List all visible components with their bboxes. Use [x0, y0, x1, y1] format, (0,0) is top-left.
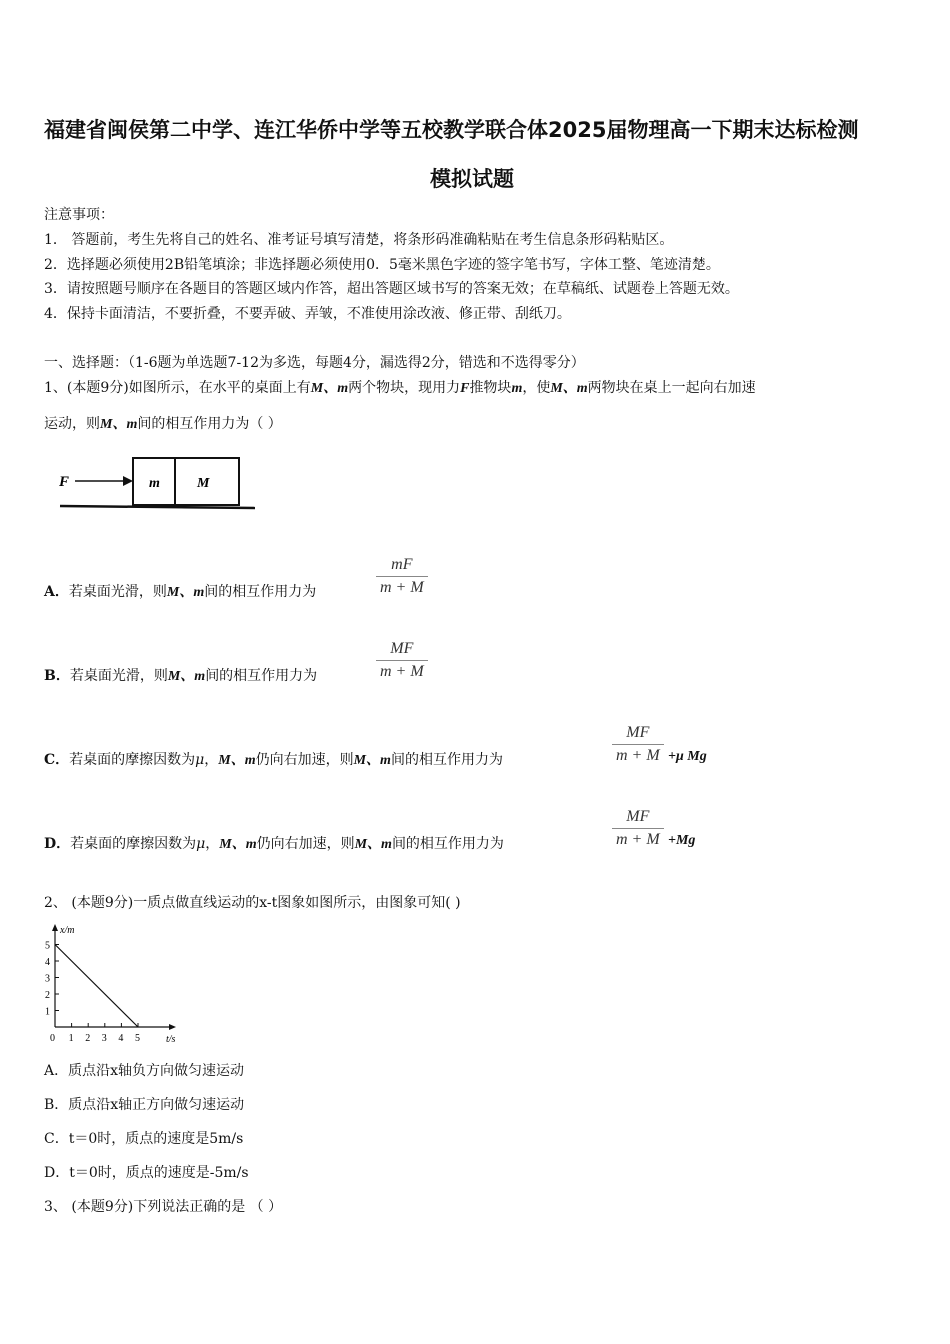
xt-line	[55, 945, 138, 1028]
q2-option-a[interactable]: A．质点沿x轴负方向做匀速运动	[44, 1063, 245, 1079]
q2-stem: 2、 (本题9分)一质点做直线运动的x-t图象如图所示，由图象可知( )	[44, 895, 461, 911]
q1-option-b-fraction: $\frac{MF}{m + M}$	[376, 640, 428, 681]
y-tick-label: 1	[45, 1006, 50, 1018]
y-tick-label: 3	[45, 973, 50, 985]
block-M-label: M	[197, 476, 210, 491]
block-m-label: m	[149, 476, 160, 491]
q1-stem-line2: 运动，则M、m间的相互作用力为（ ）	[44, 416, 282, 432]
y-tick-label: 4	[45, 957, 50, 968]
y-axis-arrow	[52, 924, 58, 931]
x-tick-label: 0	[50, 1033, 55, 1044]
force-label: F	[59, 474, 70, 490]
x-axis-arrow	[169, 1024, 176, 1030]
x-tick-label: 4	[118, 1033, 124, 1044]
force-arrow-head	[123, 476, 133, 486]
q1-option-c[interactable]: C．若桌面的摩擦因数为μ，M、m仍向右加速，则M、m间的相互作用力为	[44, 752, 503, 768]
section-heading: 一、选择题：（1-6题为单选题7-12为多选，每题4分，漏选得2分，错选和不选得零分）	[44, 355, 585, 371]
q2-option-c[interactable]: C．t＝0时，质点的速度是5m/s	[44, 1131, 244, 1147]
q1-option-c-fraction: $\frac{MF}{m + M}$	[612, 724, 664, 765]
q1-option-d-fraction: $\frac{MF}{m + M}$	[612, 808, 664, 849]
x-tick-label: 3	[101, 1033, 107, 1044]
q1-option-b[interactable]: B．若桌面光滑，则M、m间的相互作用力为	[44, 668, 318, 684]
q2-option-b[interactable]: B．质点沿x轴正方向做匀速运动	[44, 1097, 245, 1113]
q1-stem-line1: 1、(本题9分)如图所示，在水平的桌面上有M、m两个物块，现用力F推物块m，使M、m两物块在桌上一起向右加速	[44, 380, 756, 396]
notice-heading: 注意事项：	[44, 207, 114, 223]
x-tick-label: 1	[68, 1033, 74, 1044]
q2-option-d[interactable]: D．t＝0时，质点的速度是-5m/s	[44, 1165, 249, 1181]
notice-item: 4．保持卡面清洁，不要折叠，不要弄破、弄皱，不准使用涂改液、修正带、刮纸刀。	[44, 306, 571, 322]
notice-item: 2．选择题必须使用2B铅笔填涂；非选择题必须使用0．5毫米黑色字迹的签字笔书写，字体工整、笔迹清楚。	[44, 257, 720, 273]
y-axis-label: x/m	[60, 925, 75, 936]
q3-stem: 3、 (本题9分)下列说法正确的是 （ ）	[44, 1199, 283, 1215]
q1-option-c-tail: +μ Mg	[668, 749, 707, 764]
q2-xt-graph	[40, 920, 180, 1048]
q1-option-a[interactable]: A．若桌面光滑，则M、m间的相互作用力为	[44, 584, 317, 600]
q1-blocks-figure	[55, 452, 265, 516]
x-tick-label: 5	[135, 1033, 140, 1044]
page-title: 福建省闽侯第二中学、连江华侨中学等五校教学联合体2025届物理高一下期末达标检测	[44, 118, 859, 142]
table-surface	[60, 506, 255, 508]
q1-option-a-fraction: $\frac{mF}{m + M}$	[376, 556, 428, 597]
q1-option-d-tail: +Mg	[668, 833, 696, 848]
y-tick-label: 5	[45, 940, 50, 952]
x-tick-label: 2	[85, 1033, 91, 1044]
notice-item: 3．请按照题号顺序在各题目的答题区域内作答，超出答题区域书写的答案无效；在草稿纸、试题卷上答题无效。	[44, 281, 739, 297]
notice-item: 1． 答题前，考生先将自己的姓名、准考证号填写清楚，将条形码准确粘贴在考生信息条形码粘贴区。	[44, 232, 674, 248]
y-tick-label: 2	[45, 990, 50, 1001]
q1-option-d[interactable]: D．若桌面的摩擦因数为μ，M、m仍向右加速，则M、m间的相互作用力为	[44, 836, 504, 852]
page-title-line2: 模拟试题	[430, 167, 514, 191]
x-axis-label: t/s	[166, 1034, 176, 1045]
